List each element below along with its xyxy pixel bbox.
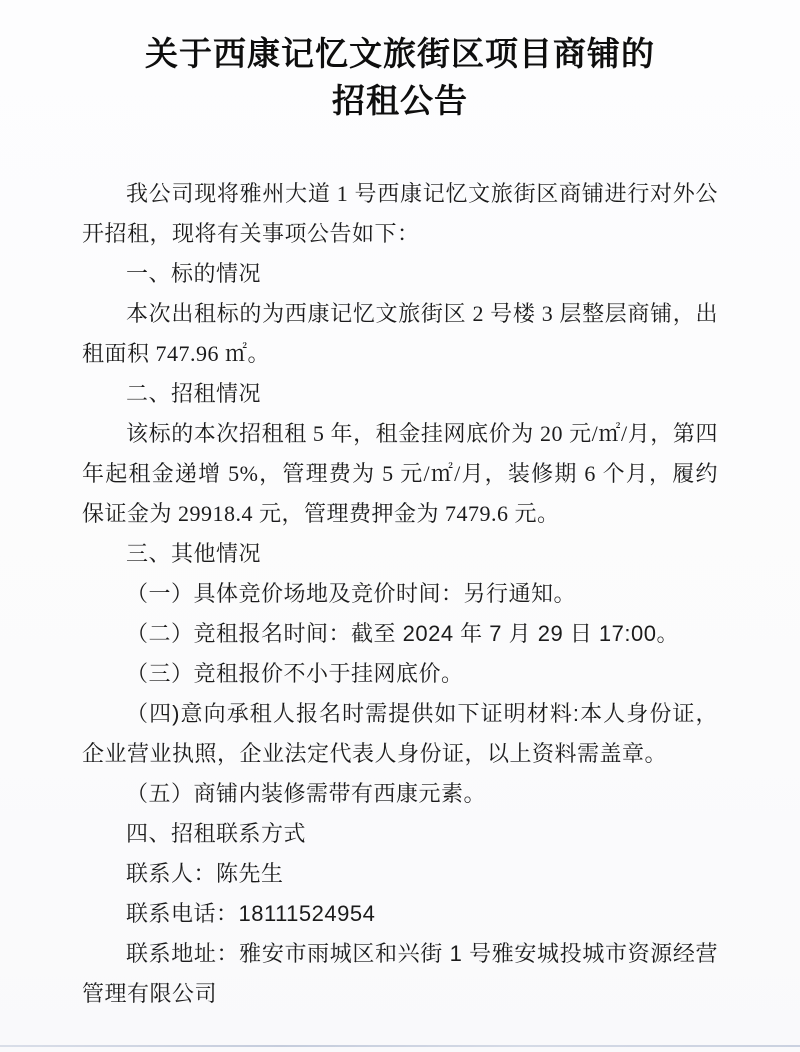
contact-phone: 联系电话：18111524954 bbox=[126, 901, 376, 926]
document-title bbox=[82, 30, 718, 124]
paragraph-rental-terms: 该标的本次招租租 5 年，租金挂网底价为 20 元/㎡/月，第四年起租金递增 5%，管理费为 5 元/㎡/月，装修期 6 个月，履约保证金为 29918.4 元，管理费押金为 7479.6 元。 bbox=[82, 421, 718, 526]
contact-person: 联系人：陈先生 bbox=[126, 861, 284, 886]
item-4-required-documents: （四)意向承租人报名时需提供如下证明材料:本人身份证，企业营业执照，企业法定代表人身份证，以上资料需盖章。 bbox=[82, 701, 718, 766]
section-heading-4: 四、招租联系方式 bbox=[126, 821, 307, 846]
document-body bbox=[82, 174, 718, 1014]
item-3-minimum-bid: （三）竞租报价不小于挂网底价。 bbox=[126, 661, 464, 686]
document-title-line-1: 关于西康记忆文旅街区项目商铺的 bbox=[145, 35, 655, 72]
section-heading-2: 二、招租情况 bbox=[126, 381, 262, 406]
document-title-line-2: 招租公告 bbox=[332, 82, 468, 119]
item-5-decoration-style: （五）商铺内装修需带有西康元素。 bbox=[126, 781, 487, 806]
paragraph-subject: 本次出租标的为西康记忆文旅街区 2 号楼 3 层整层商铺，出租面积 747.96 ㎡。 bbox=[82, 301, 718, 366]
scan-edge-artifact bbox=[0, 1045, 800, 1047]
item-1-bidding-venue: （一）具体竞价场地及竞价时间：另行通知。 bbox=[126, 581, 577, 606]
section-heading-1: 一、标的情况 bbox=[126, 261, 262, 286]
section-heading-3: 三、其他情况 bbox=[126, 541, 262, 566]
paragraph-intro: 我公司现将雅州大道 1 号西康记忆文旅街区商铺进行对外公开招租，现将有关事项公告如下： bbox=[82, 181, 718, 246]
contact-address: 联系地址：雅安市雨城区和兴街 1 号雅安城投城市资源经营管理有限公司 bbox=[82, 941, 718, 1006]
item-2-registration-deadline: （二）竞租报名时间：截至 2024 年 7 月 29 日 17:00。 bbox=[126, 621, 679, 646]
